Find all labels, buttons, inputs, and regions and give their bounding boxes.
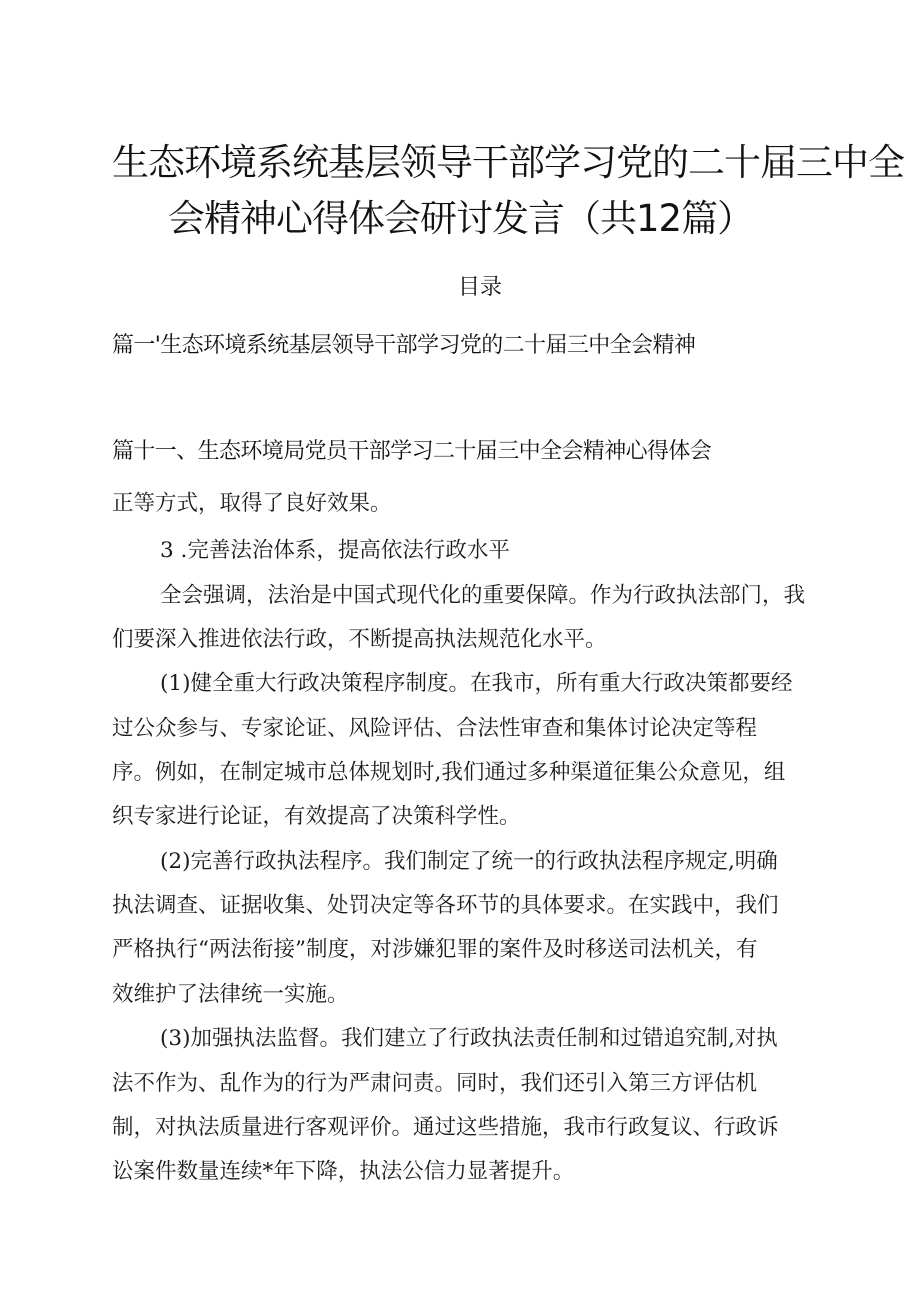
paragraph-line: 织专家进行论证，有效提高了决策科学性。: [112, 804, 521, 829]
paragraph-line: 法不作为、乱作为的行为严肃问责。同时，我们还引入第三方评估机: [112, 1071, 758, 1096]
paragraph-line: 讼案件数量连续*年下降，执法公信力显著提升。: [112, 1159, 575, 1184]
section-heading: 3 .完善法治体系，提高依法行政水平: [160, 538, 510, 563]
toc-heading: 目录: [457, 275, 502, 300]
toc-item[interactable]: 篇十一、生态环境局党员干部学习二十届三中全会精神心得体会: [112, 439, 712, 464]
document-title-line-2: 会精神心得体会研讨发言（共12篇）: [168, 197, 754, 240]
paragraph-line: 们要深入推进依法行政，不断提高执法规范化水平。: [112, 627, 607, 652]
paragraph-line: (1)健全重大行政决策程序制度。在我市，所有重大行政决策都要经: [160, 671, 793, 696]
paragraph-line: 效维护了法律统一实施。: [112, 982, 349, 1007]
paragraph-line: 过公众参与、专家论证、风险评估、合法性审查和集体讨论决定等程: [112, 716, 758, 741]
paragraph-line: 全会强调，法治是中国式现代化的重要保障。作为行政执法部门，我: [160, 583, 806, 608]
document-title-line-1: 生态环境系统基层领导干部学习党的二十届三中全: [112, 141, 904, 184]
paragraph-line: 执法调查、证据收集、处罚决定等各环节的具体要求。在实践中，我们: [112, 893, 779, 918]
paragraph-line: (3)加强执法监督。我们建立了行政执法责任制和过错追究制,对执: [160, 1026, 778, 1051]
paragraph-line: 序。例如，在制定城市总体规划时,我们通过多种渠道征集公众意见，组: [112, 760, 786, 785]
paragraph-line: 严格执行“两法衔接”制度，对涉嫌犯罪的案件及时移送司法机关，有: [112, 937, 758, 962]
paragraph-line: (2)完善行政执法程序。我们制定了统一的行政执法程序规定,明确: [160, 849, 778, 874]
toc-item[interactable]: 篇一'生态环境系统基层领导干部学习党的二十届三中全会精神: [112, 333, 696, 358]
body-text-line: 正等方式，取得了良好效果。: [112, 491, 392, 516]
paragraph-line: 制，对执法质量进行客观评价。通过这些措施，我市行政复议、行政诉: [112, 1115, 779, 1140]
